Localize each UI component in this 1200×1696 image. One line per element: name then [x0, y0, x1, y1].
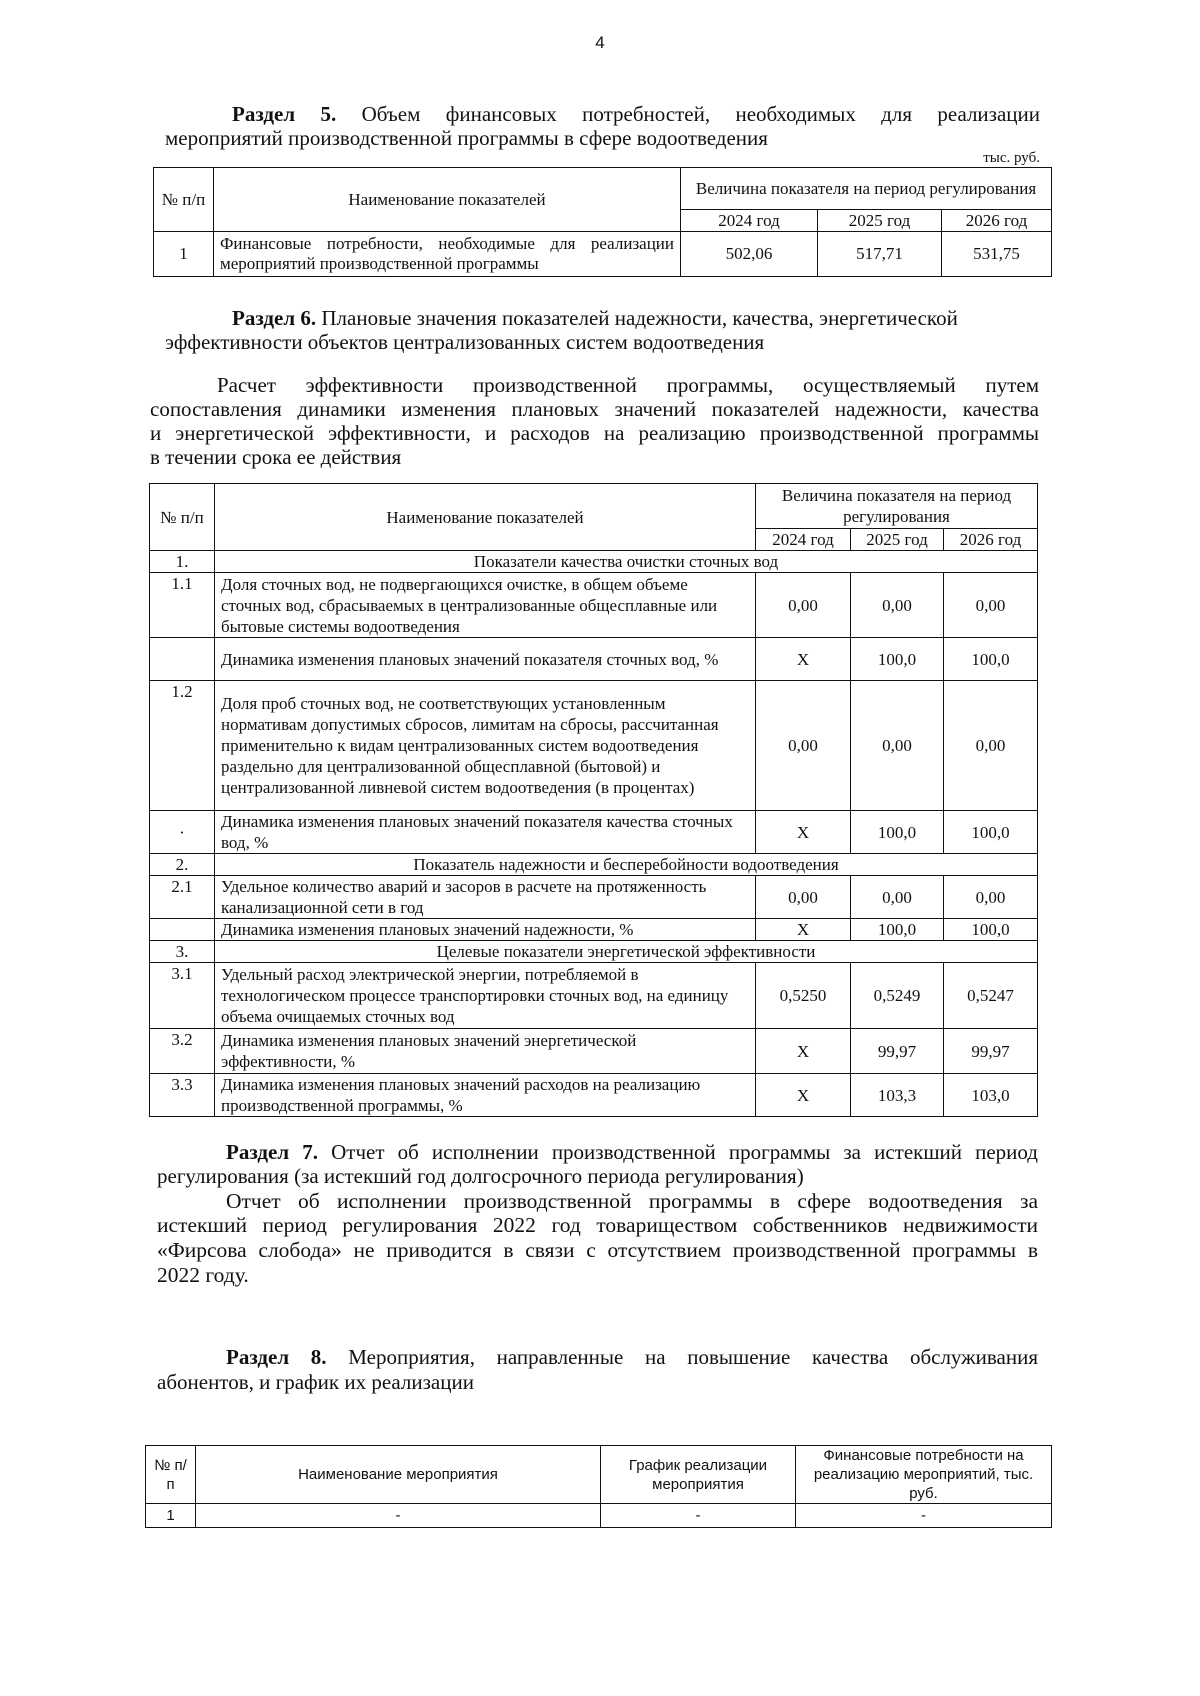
s6-value-2026: 100,0: [944, 638, 1038, 681]
s8-col-schedule: График реализации мероприятия: [601, 1446, 796, 1504]
s6-value-2024: Х: [756, 638, 851, 681]
s6-value-2024: 0,00: [756, 573, 851, 638]
s6-value-2025: 100,0: [851, 919, 944, 941]
section8-title-text: Мероприятия, направленные на повышение качества обслуживания: [348, 1345, 1038, 1369]
table-row: [150, 963, 1038, 1029]
section6-title-bold: Раздел 6.: [232, 306, 317, 330]
s8-row-finance: -: [796, 1504, 1052, 1528]
section8-title-line2: абонентов, и график их реализации: [157, 1370, 474, 1394]
section6-intro-line4: в течении срока ее действия: [150, 445, 402, 469]
s5-year-2024: 2024 год: [681, 210, 818, 232]
s6-value-2026: 100,0: [944, 811, 1038, 854]
s6-col-value: Величина показателя на период регулирования: [756, 484, 1038, 529]
s6-row-name: Динамика изменения плановых значений показателя качества сточных вод, %: [215, 811, 756, 854]
s5-col-name: Наименование показателей: [214, 168, 681, 232]
s5-value-2025: 517,71: [818, 232, 942, 277]
s6-year-2025: 2025 год: [851, 529, 944, 551]
section8-title-line1: [226, 1345, 1038, 1369]
s6-group-title: Показатель надежности и бесперебойности водоотведения: [215, 854, 1038, 876]
s6-row-num: 1.2: [150, 681, 215, 811]
s6-value-2024: Х: [756, 1029, 851, 1074]
section6-intro-line3: и энергетической эффективности, и расходов на реализацию производственной программы: [150, 421, 1039, 445]
s5-value-2026: 531,75: [942, 232, 1052, 277]
s6-value-2024: Х: [756, 811, 851, 854]
s8-row-num: 1: [146, 1504, 196, 1528]
section5-title-text: Объем финансовых потребностей, необходимых для реализации: [361, 102, 1040, 126]
s6-group-num: 3.: [150, 941, 215, 963]
s6-value-2025: 0,5249: [851, 963, 944, 1029]
s6-row-num: 1.1: [150, 573, 215, 638]
section5-title-line1: [232, 102, 1040, 126]
s8-row-name: -: [196, 1504, 601, 1528]
s6-value-2026: 0,00: [944, 573, 1038, 638]
s6-col-name: Наименование показателей: [215, 484, 756, 551]
s6-col-num: № п/п: [150, 484, 215, 551]
s5-row-num: 1: [154, 232, 214, 277]
s6-value-2024: Х: [756, 919, 851, 941]
s6-group-title: Целевые показатели энергетической эффективности: [215, 941, 1038, 963]
s6-value-2026: 103,0: [944, 1074, 1038, 1117]
s6-row-name: Доля сточных вод, не подвергающихся очистке, в общем объеме сточных вод, сбрасываемых в централизованные общесплавные или бытовые системы водоотведения: [215, 573, 756, 638]
section6-title-line2: эффективности объектов централизованных систем водоотведения: [165, 330, 765, 354]
s6-value-2025: 0,00: [851, 573, 944, 638]
s6-row-name: Динамика изменения плановых значений показателя сточных вод, %: [215, 638, 756, 681]
section7-body-line3: «Фирсова слобода» не приводится в связи с отсутствием производственной программы в: [157, 1238, 1038, 1262]
s6-value-2025: 0,00: [851, 876, 944, 919]
table-row: [150, 681, 1038, 811]
section6-intro-line1: Расчет эффективности производственной программы, осуществляемый путем: [217, 373, 1039, 397]
s8-row-schedule: -: [601, 1504, 796, 1528]
s6-row-num: 3.3: [150, 1074, 215, 1117]
s6-value-2026: 0,00: [944, 876, 1038, 919]
s5-year-2025: 2025 год: [818, 210, 942, 232]
section7-title-line2: регулирования (за истекший год долгосрочного периода регулирования): [157, 1164, 804, 1188]
s8-col-name: Наименование мероприятия: [196, 1446, 601, 1504]
s6-row-num: [150, 638, 215, 681]
section6-title-line1: [232, 306, 1052, 330]
s6-row-name: Динамика изменения плановых значений энергетической эффективности, %: [215, 1029, 756, 1074]
table-row: [150, 573, 1038, 638]
s6-year-2026: 2026 год: [944, 529, 1038, 551]
section6-table: [149, 483, 1038, 1117]
section6-title-text: Плановые значения показателей надежности, качества, энергетической: [321, 306, 958, 330]
table-row: [150, 1074, 1038, 1117]
section8-table: [145, 1445, 1052, 1528]
s6-value-2025: 100,0: [851, 811, 944, 854]
s6-row-num: [150, 919, 215, 941]
s6-group-num: 2.: [150, 854, 215, 876]
s6-value-2026: 99,97: [944, 1029, 1038, 1074]
s5-col-num: № п/п: [154, 168, 214, 232]
section8-title-bold: Раздел 8.: [226, 1345, 327, 1369]
s6-row-num: 3.1: [150, 963, 215, 1029]
s6-row-name: Доля проб сточных вод, не соответствующих установленным нормативам допустимых сбросов, лимитам на сбросы, рассчитанная применительно к видам централизованных систем водоотведения раздельно для централизованной общесплавной (бытовой) и централизованной ливневой систем водоотведения (в процентах): [215, 681, 756, 811]
s5-row-name: Финансовые потребности, необходимые для реализации мероприятий производственной программы: [214, 232, 681, 277]
s6-row-name: Удельное количество аварий и засоров в расчете на протяженность канализационной сети в год: [215, 876, 756, 919]
s6-value-2024: 0,00: [756, 876, 851, 919]
s6-value-2025: 103,3: [851, 1074, 944, 1117]
s6-row-name: Удельный расход электрической энергии, потребляемой в технологическом процессе транспортировки сточных вод, на единицу объема очищаемых сточных вод: [215, 963, 756, 1029]
s5-value-2024: 502,06: [681, 232, 818, 277]
section5-title-line2: мероприятий производственной программы в сфере водоотведения: [165, 126, 768, 150]
s6-value-2025: 99,97: [851, 1029, 944, 1074]
s6-value-2024: 0,5250: [756, 963, 851, 1029]
s5-year-2026: 2026 год: [942, 210, 1052, 232]
section7-body-line2: истекший период регулирования 2022 год товариществом собственников недвижимости: [157, 1213, 1038, 1237]
s6-value-2026: 0,5247: [944, 963, 1038, 1029]
s6-value-2026: 100,0: [944, 919, 1038, 941]
s5-col-value: Величина показателя на период регулирования: [681, 168, 1052, 210]
section7-title-bold: Раздел 7.: [226, 1140, 318, 1164]
section6-intro-line2: сопоставления динамики изменения плановых значений показателей надежности, качества: [150, 397, 1039, 421]
s6-group-num: 1.: [150, 551, 215, 573]
s6-value-2024: Х: [756, 1074, 851, 1117]
s6-row-num: 2.1: [150, 876, 215, 919]
s6-value-2024: 0,00: [756, 681, 851, 811]
s6-value-2025: 100,0: [851, 638, 944, 681]
s6-row-name: Динамика изменения плановых значений расходов на реализацию производственной программы, %: [215, 1074, 756, 1117]
s8-col-finance: Финансовые потребности на реализацию мероприятий, тыс. руб.: [796, 1446, 1052, 1504]
table-row: [146, 1504, 1052, 1528]
page-number: 4: [595, 33, 605, 52]
s6-row-name: Динамика изменения плановых значений надежности, %: [215, 919, 756, 941]
table-row: [150, 1029, 1038, 1074]
table-row: [150, 638, 1038, 681]
s6-row-num: 3.2: [150, 1029, 215, 1074]
section7-body-line4: 2022 году.: [157, 1263, 249, 1287]
section5-title-bold: Раздел 5.: [232, 102, 337, 126]
s6-value-2026: 0,00: [944, 681, 1038, 811]
section7-body-line1: Отчет об исполнении производственной программы в сфере водоотведения за: [226, 1189, 1038, 1213]
section5-table: [153, 167, 1052, 277]
section7-title-line1: [226, 1140, 1038, 1164]
s8-col-num: № п/п: [146, 1446, 196, 1504]
s6-row-num: ·: [150, 811, 215, 854]
table-row: [150, 876, 1038, 919]
s6-group-title: Показатели качества очистки сточных вод: [215, 551, 1038, 573]
section5-units: тыс. руб.: [983, 150, 1040, 166]
s6-year-2024: 2024 год: [756, 529, 851, 551]
s6-value-2025: 0,00: [851, 681, 944, 811]
table-row: [150, 919, 1038, 941]
section7-title-text: Отчет об исполнении производственной программы за истекший период: [331, 1140, 1038, 1164]
table-row: [150, 811, 1038, 854]
